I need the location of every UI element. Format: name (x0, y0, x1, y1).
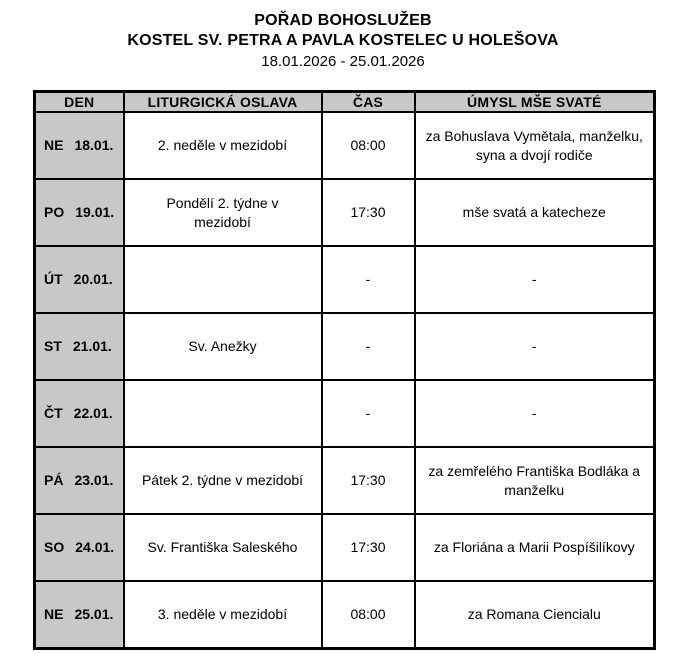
liturgy-cell (124, 313, 322, 380)
day-date: 19.01. (75, 204, 115, 221)
table-row (35, 246, 655, 313)
column-header-intention: ÚMYSL MŠE SVATÉ (415, 92, 655, 113)
liturgy-cell (124, 514, 322, 581)
table-row (35, 313, 655, 380)
time-cell: - (322, 313, 415, 380)
schedule-body (35, 112, 655, 648)
time-cell: 17:30 (322, 179, 415, 246)
liturgy-cell (124, 380, 322, 447)
table-header-row (35, 92, 655, 113)
week-date-range: 18.01.2026 - 25.01.2026 (261, 53, 425, 70)
day-label (44, 136, 123, 154)
time-cell: 17:30 (322, 447, 415, 514)
column-header-day: DEN (35, 92, 124, 113)
day-abbreviation: NE (44, 137, 64, 154)
day-date: 21.01. (72, 338, 112, 355)
liturgy-cell (124, 581, 322, 648)
day-cell (35, 447, 124, 514)
day-label (44, 605, 123, 623)
intention-cell: za zemřelého Františka Bodláka a manželku (415, 447, 655, 514)
time-cell: - (322, 380, 415, 447)
column-header-liturgy: LITURGICKÁ OSLAVA (124, 92, 322, 113)
table-row (35, 581, 655, 648)
table-row (35, 514, 655, 581)
church-name: KOSTEL SV. PETRA A PAVLA KOSTELEC U HOLEŠOVA (127, 32, 559, 49)
time-cell: 17:30 (322, 514, 415, 581)
day-cell (35, 313, 124, 380)
document-header (0, 0, 686, 72)
day-label (44, 404, 123, 422)
day-abbreviation: PÁ (44, 472, 64, 489)
day-cell (35, 179, 124, 246)
day-label (44, 471, 123, 489)
day-cell (35, 380, 124, 447)
intention-cell: mše svatá a katecheze (415, 179, 655, 246)
day-abbreviation: ÚT (44, 271, 63, 288)
day-label (44, 203, 123, 221)
day-abbreviation: NE (44, 606, 64, 623)
table-row (35, 112, 655, 179)
day-cell (35, 581, 124, 648)
time-cell: - (322, 246, 415, 313)
day-date: 23.01. (74, 472, 114, 489)
time-cell: 08:00 (322, 112, 415, 179)
intention-cell: za Bohuslava Vymětala, manželku, syna a dvojí rodiče (415, 112, 655, 179)
day-abbreviation: ST (44, 338, 62, 355)
day-date: 22.01. (73, 405, 113, 422)
day-abbreviation: SO (44, 539, 65, 556)
liturgy-text: Sv. Františka Saleského (147, 539, 298, 556)
day-abbreviation: ČT (44, 405, 63, 422)
day-abbreviation: PO (44, 204, 65, 221)
intention-cell: - (415, 380, 655, 447)
table-row (35, 447, 655, 514)
page-title: POŘAD BOHOSLUŽEB (254, 12, 432, 29)
day-label (44, 538, 123, 556)
intention-cell: - (415, 246, 655, 313)
liturgy-cell (124, 246, 322, 313)
intention-cell: za Romana Ciencialu (415, 581, 655, 648)
day-date: 18.01. (74, 137, 114, 154)
table-row (35, 179, 655, 246)
intention-cell: - (415, 313, 655, 380)
liturgy-text: Pondělí 2. týdne v mezidobí (166, 195, 279, 230)
day-cell (35, 246, 124, 313)
day-date: 25.01. (74, 606, 114, 623)
column-header-time: ČAS (322, 92, 415, 113)
mass-schedule-table (33, 90, 656, 650)
liturgy-text: Sv. Anežky (188, 338, 257, 355)
day-date: 24.01. (75, 539, 115, 556)
liturgy-cell (124, 112, 322, 179)
time-cell: 08:00 (322, 581, 415, 648)
day-date: 20.01. (73, 271, 113, 288)
liturgy-text: 2. neděle v mezidobí (157, 137, 288, 154)
day-cell (35, 514, 124, 581)
day-label (44, 270, 123, 288)
table-row (35, 380, 655, 447)
intention-cell: za Floriána a Marii Pospíšilíkovy (415, 514, 655, 581)
liturgy-text: Pátek 2. týdne v mezidobí (141, 472, 304, 489)
liturgy-text: 3. neděle v mezidobí (157, 606, 288, 623)
liturgy-cell (124, 447, 322, 514)
liturgy-cell (124, 179, 322, 246)
day-label (44, 337, 123, 355)
day-cell (35, 112, 124, 179)
